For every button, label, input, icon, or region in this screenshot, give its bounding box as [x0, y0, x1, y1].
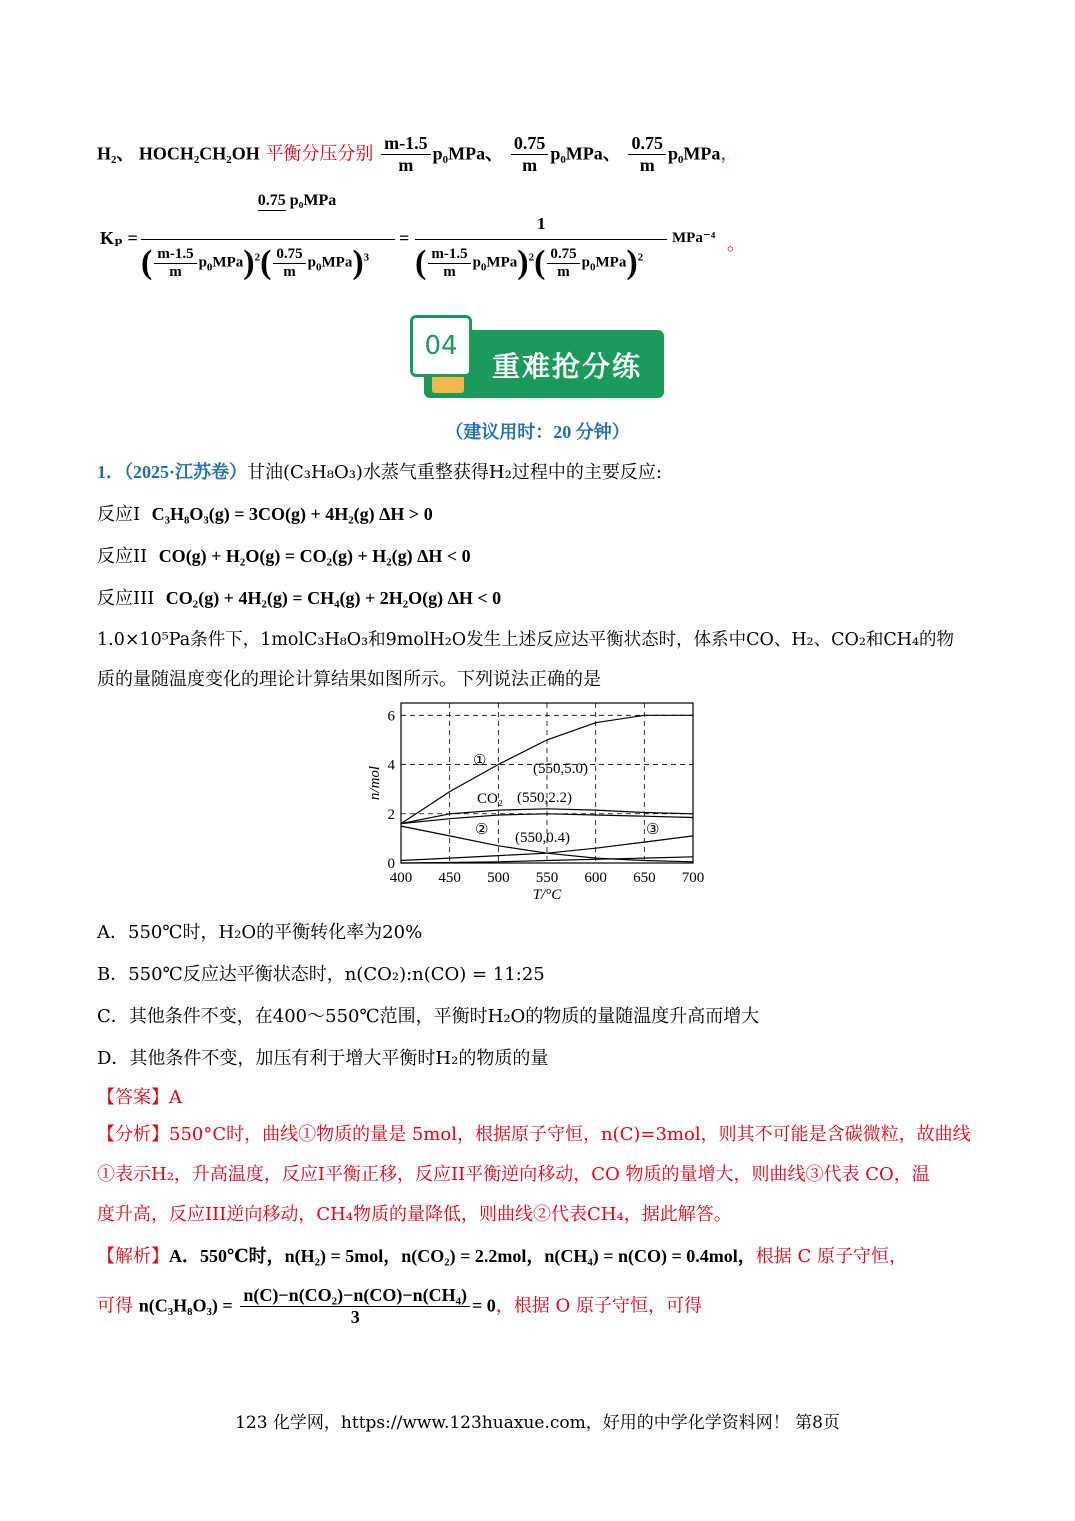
kp-main-num: 0.75: [257, 192, 286, 209]
question-number: 1．: [97, 462, 124, 482]
answer-label: 【答案】: [97, 1087, 169, 1108]
option-d: D．其他条件不变，加压有利于增大平衡时H₂的物质的量: [97, 1048, 549, 1069]
analysis-line-1: 【分析】550°C时，曲线①物质的量是 5mol，根据原子守恒，n(C)=3mol，则其不可能是含碳微粒，故曲线: [97, 1124, 971, 1145]
x-tick-label: 550: [535, 870, 559, 886]
curve-2-label: ②: [475, 822, 489, 838]
annotation-550-0-4: (550,0.4): [515, 830, 570, 846]
fraction-3: $\frac{0.75}{m}$: [628, 133, 666, 176]
question-stem: [97, 458, 662, 484]
x-axis-label: T/°C: [532, 887, 562, 903]
section-badge: [410, 315, 664, 399]
x-tick-label: 650: [633, 870, 656, 886]
x-tick-label: 400: [389, 870, 413, 886]
kp-equals: =: [399, 228, 410, 248]
y-tick-label: 2: [387, 806, 395, 823]
y-axis-label: n/mol: [367, 765, 383, 801]
kp-rhs-num: 1: [537, 214, 546, 233]
partial-pressure-label: 平衡分压分别: [265, 143, 374, 165]
badge-number: 04: [410, 315, 472, 377]
partial-pressure-line: H₂、 HOCH₂CH₂OH 平衡分压分别 $\frac{m-1.5}{m}$ p₀MPa、 $\frac{0.75}{m}$ p₀MPa、 $\frac{0.75}{m}$ p₀MPa，: [97, 133, 739, 175]
explain-label: 【解析】: [97, 1246, 169, 1267]
kp-left-denominator: ( $\frac{m-1.5}{m}$ $p_0MPa)^2$( $\frac{0.75}{m}$ $p_0MPa)^3$: [141, 244, 370, 281]
analysis-line-3: 度升高，反应III逆向移动，CH₄物质的量降低，则曲线②代表CH₄，据此解答。: [97, 1204, 732, 1225]
explain-fraction: $\frac{\text{n(C)−n(CO₂)−n(CO)−n(CH₄)}}{3}$: [240, 1285, 470, 1328]
annotation-550-2-2: (550,2.2): [517, 790, 572, 806]
x-tick-label: 700: [681, 870, 705, 886]
y-tick-label: 4: [387, 757, 395, 774]
badge-title: 重难抢分练: [492, 350, 643, 383]
page-footer: 123 化学网，https://www.123huaxue.com，好用的中学化学资料网！ 第8页: [235, 1413, 840, 1433]
kp-unit: MPa⁻⁴: [672, 230, 716, 246]
question-stem-2a: 1.0×10⁵Pa条件下，1molC₃H₈O₃和9molH₂O发生上述反应达平衡状态时，体系中CO、H₂、CO₂和CH₄的物: [97, 630, 955, 650]
question-stem-1: 甘油(C₃H₈O₃)水蒸气重整获得H₂过程中的主要反应:: [247, 462, 662, 483]
curve-1-label: ①: [473, 753, 487, 769]
analysis-line-2: ①表示H₂，升高温度，反应I平衡正移，反应II平衡逆向移动，CO 物质的量增大，则曲线③代表 CO，温: [97, 1164, 930, 1185]
time-hint: （建议用时：20 分钟）: [445, 422, 630, 442]
fraction-2: $\frac{0.75}{m}$: [511, 133, 549, 176]
badge-accent: [432, 375, 464, 393]
equilibrium-chart: [355, 695, 725, 910]
answer-line: [97, 1083, 182, 1109]
option-b: B．550℃反应达平衡状态时，n(CO₂):n(CO) = 11:25: [97, 964, 545, 985]
question-source: （2025·江苏卷）: [124, 462, 248, 482]
option-c: C．其他条件不变，在400～550℃范围，平衡时H₂O的物质的量随温度升高而增大: [97, 1006, 760, 1027]
reaction-1: 反应I C₃H₈O₃(g) = 3CO(g) + 4H₂(g) ΔH > 0: [97, 504, 433, 525]
option-a: A．550℃时，H₂O的平衡转化率为20%: [97, 922, 423, 943]
x-tick-label: 500: [487, 870, 510, 886]
x-tick-label: 450: [438, 870, 461, 886]
question-stem-2b: 质的量随温度变化的理论计算结果如图所示。下列说法正确的是: [97, 669, 601, 690]
kp-end: 。: [727, 234, 745, 255]
analysis-label: 【分析】: [97, 1124, 169, 1145]
reaction-3: 反应III CO₂(g) + 4H₂(g) = CH₄(g) + 2H₂O(g) ΔH < 0: [97, 588, 502, 609]
kp-formula: Kₚ = 0.75 p₀MPa ( $\frac{m-1.5}{m}$ $p_0MPa)^2$( $\frac{0.75}{m}$ $p_0MPa)^3$ = 1 ( $\frac{m-1.5}{m}$ $p_0MPa)^2$( $\frac{0.75}{m}$ $p_0MPa)^2$ MPa⁻⁴ 。: [100, 192, 745, 281]
co2-label: CO₂: [477, 791, 504, 807]
reaction-2: 反应II CO(g) + H₂O(g) = CO₂(g) + H₂(g) ΔH < 0: [97, 546, 471, 567]
fraction-1: $\frac{m-1.5}{m}$: [381, 133, 431, 176]
curve-3-label: ③: [646, 822, 660, 838]
species-text: H₂、 HOCH₂CH₂OH: [97, 143, 260, 164]
x-tick-label: 600: [584, 870, 607, 886]
kp-right-denominator: ( $\frac{m-1.5}{m}$ $p_0MPa)^2$( $\frac{0.75}{m}$ $p_0MPa)^2$: [415, 244, 644, 281]
y-tick-label: 0: [387, 856, 395, 872]
answer-value: A: [169, 1087, 182, 1108]
explain-line-2: 可得 n(C₃H₈O₃) = $\frac{\text{n(C)−n(CO₂)−n(CO)−n(CH₄)}}{3}$ = 0，根据 O 原子守恒，可得: [97, 1285, 702, 1327]
kp-lhs: Kₚ =: [100, 228, 138, 248]
explain-line-1: 【解析】A．550℃时，n(H₂) = 5mol，n(CO₂) = 2.2mol，n(CH₄) = n(CO) = 0.4mol，根据 C 原子守恒，: [97, 1246, 907, 1267]
annotation-550-5: (550,5.0): [533, 761, 588, 777]
y-tick-label: 6: [387, 708, 395, 725]
